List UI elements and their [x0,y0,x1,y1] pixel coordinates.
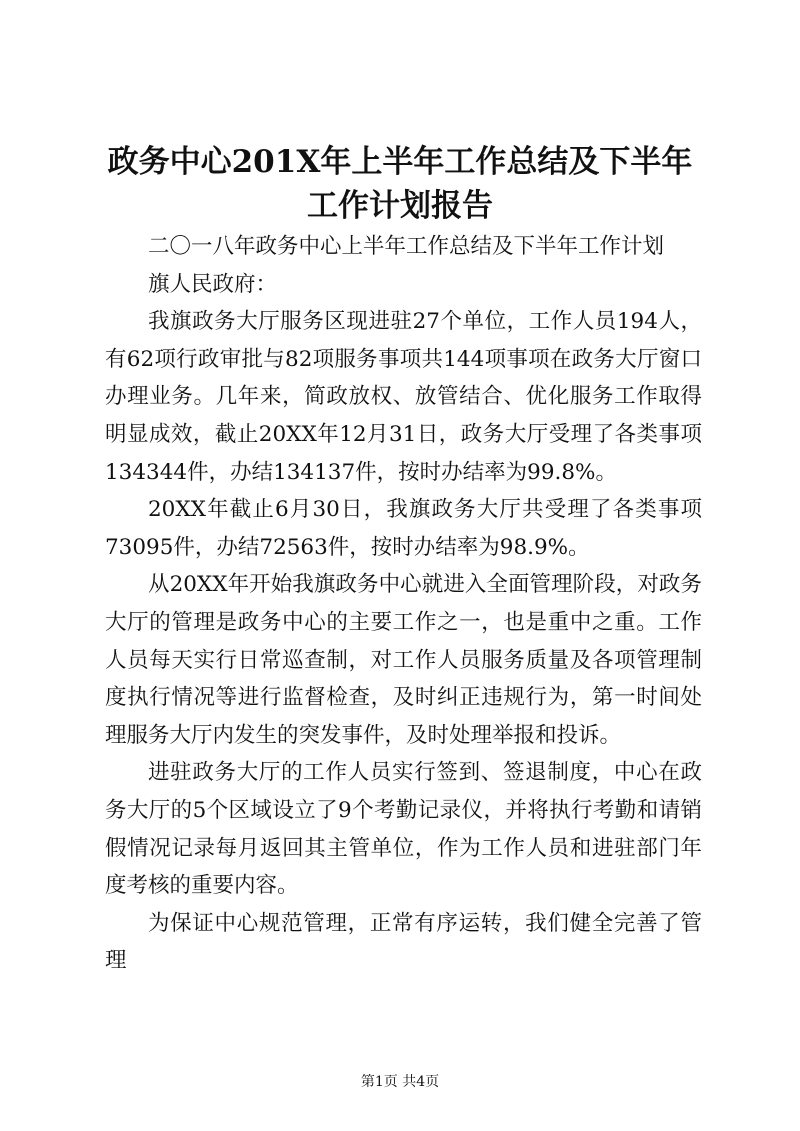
paragraph-regulation: 为保证中心规范管理，正常有序运转，我们健全完善了管理 [105,910,702,974]
page-footer: 第1页 共4页 [360,1074,440,1090]
paragraph-subtitle: 二〇一八年政务中心上半年工作总结及下半年工作计划 [148,234,665,259]
paragraph-half-year-stats: 20XX年截止6月30日，我旗政务大厅共受理了各类事项73095件，办结72563件，按时办结率为98.9%。 [105,497,702,560]
paragraph-attendance: 进驻政务大厅的工作人员实行签到、签退制度，中心在政务大厅的5个区域设立了9个考勤记录仪，并将执行考勤和请销假情况记录每月返回其主管单位，作为工作人员和进驻部门年度考核的重要内容。 [105,760,702,899]
document-body [105,228,702,980]
paragraph-overview: 我旗政务大厅服务区现进驻27个单位，工作人员194人，有62项行政审批与82项服务事项共144项事项在政务大厅窗口办理业务。几年来，简政放权、放管结合、优化服务工作取得明显成效，截止20XX年12月31日，政务大厅受理了各类事项134344件，办结134137件，按时办结率为99.8%。 [105,309,702,485]
paragraph-management: 从20XX年开始我旗政务中心就进入全面管理阶段，对政务大厅的管理是政务中心的主要工作之一，也是重中之重。工作人员每天实行日常巡查制，对工作人员服务质量及各项管理制度执行情况等进行监督检查，及时纠正违规行为，第一时间处理服务大厅内发生的突发事件，及时处理举报和投诉。 [105,572,702,748]
paragraph-salutation: 旗人民政府： [148,271,278,297]
document-title: 政务中心201X年上半年工作总结及下半年工作计划报告 [107,144,693,224]
